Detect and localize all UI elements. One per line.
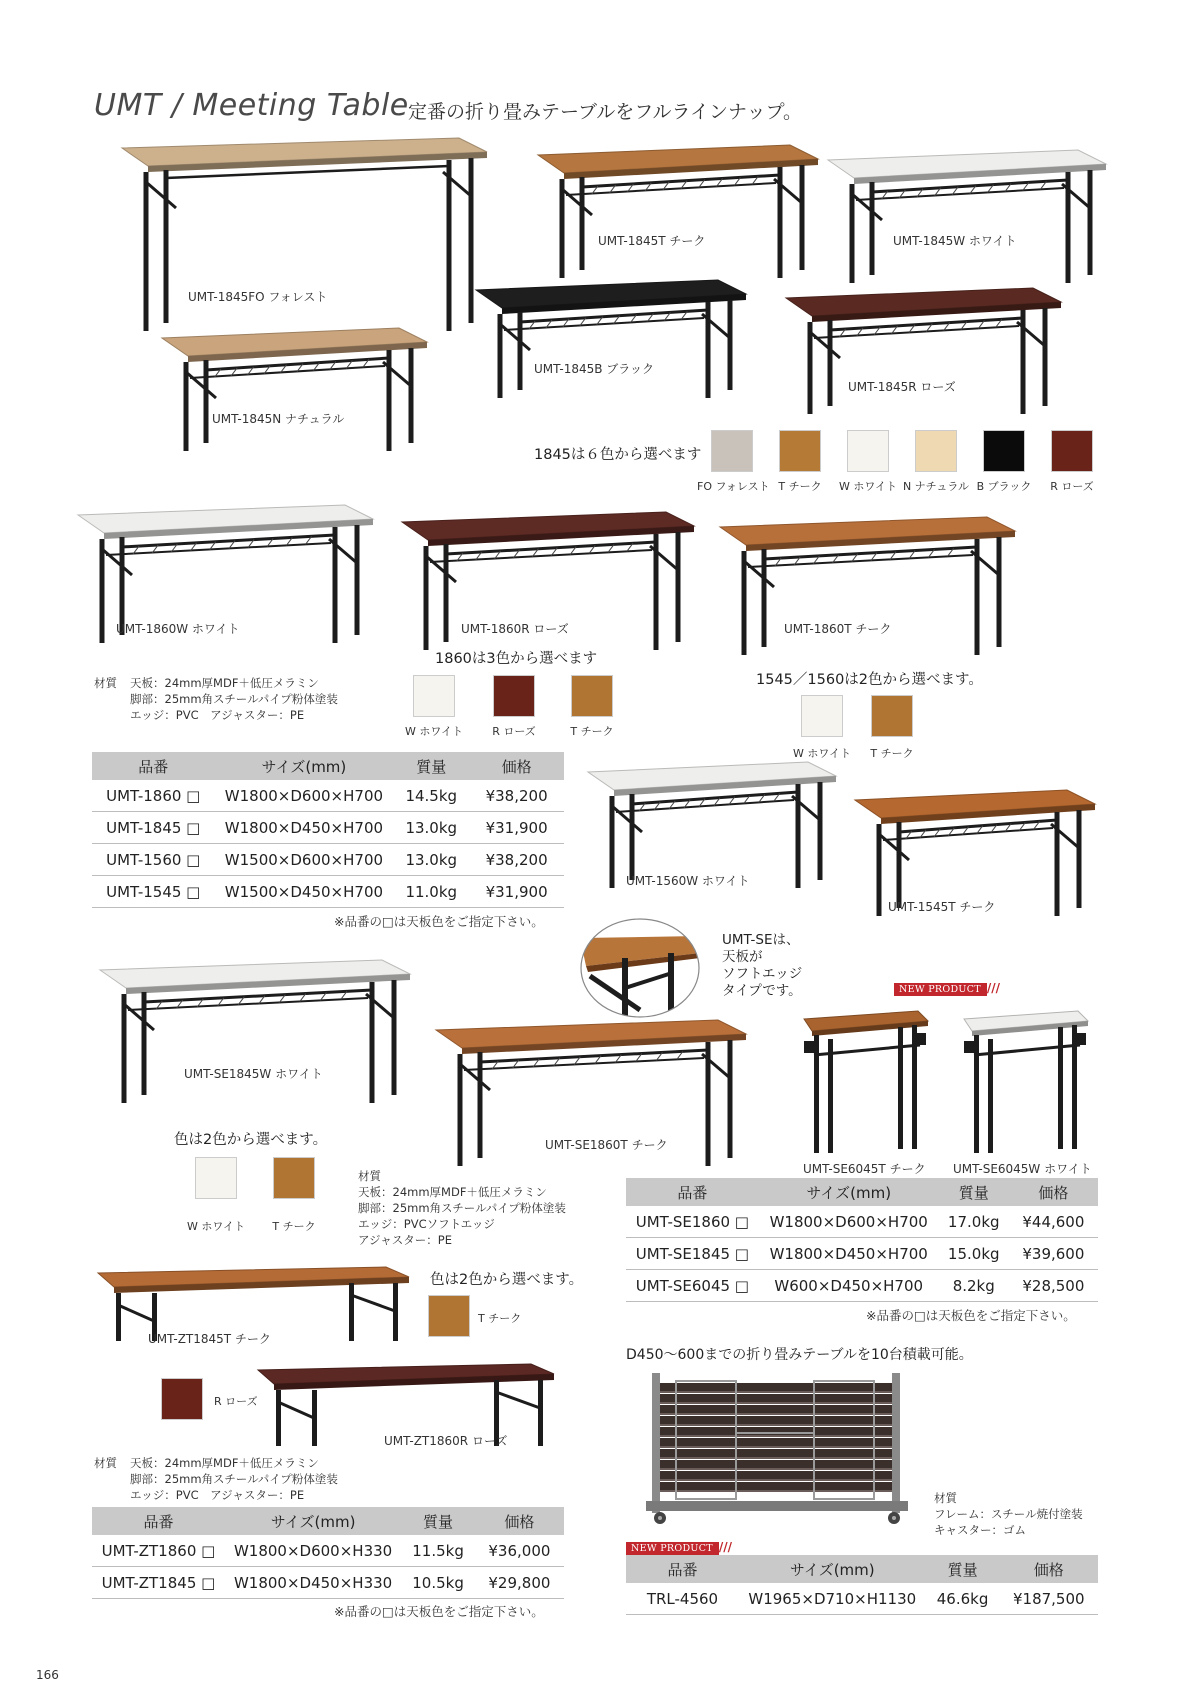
swatch-1545-teak: [871, 695, 913, 737]
caption-umt-1845fo: UMT-1845FO フォレスト: [188, 290, 328, 304]
table-cell: W1965×D710×H1130: [739, 1583, 926, 1615]
new-product-label: NEW PRODUCT: [626, 1542, 719, 1555]
table-cell: 15.0kg: [939, 1238, 1009, 1270]
table-cell: ¥29,800: [475, 1567, 564, 1599]
swatch-label-1845-rose: R ローズ: [1050, 480, 1094, 493]
table-row: [92, 1535, 564, 1567]
swatch-heading-1860: 1860は3色から選べます: [435, 651, 598, 667]
table-cell: W600×D450×H700: [759, 1270, 939, 1302]
caption-umt-1860r: UMT-1860R ローズ: [461, 622, 569, 636]
caption-umt-1560w: UMT-1560W ホワイト: [626, 874, 750, 888]
caption-umt-zt1860r: UMT-ZT1860R ローズ: [384, 1434, 508, 1448]
product-image-umt-1845w: [828, 150, 1106, 285]
table-cell: ¥31,900: [469, 812, 564, 844]
page-title: UMT / Meeting Table: [94, 88, 409, 123]
product-image-umt-1845r: [786, 288, 1061, 416]
new-product-badge: [894, 977, 1000, 996]
caption-umt-se1860t: UMT-SE1860T チーク: [545, 1138, 668, 1152]
table-cell: W1800×D450×H700: [215, 812, 394, 844]
table-cell: ¥38,200: [469, 780, 564, 812]
spec-note-umt: ※品番の□は天板色をご指定下さい。: [334, 914, 544, 929]
table-cell: W1800×D600×H700: [759, 1206, 939, 1238]
soft-edge-closeup-image: [580, 918, 700, 1018]
table-cell: ¥36,000: [475, 1535, 564, 1567]
caption-umt-1860t: UMT-1860T チーク: [784, 622, 892, 636]
table-cell: 17.0kg: [939, 1206, 1009, 1238]
column-header: 質量: [393, 752, 469, 780]
caption-umt-1845r: UMT-1845R ローズ: [848, 380, 956, 394]
swatch-heading-se: 色は2色から選べます。: [174, 1132, 328, 1148]
table-cell: UMT-SE6045 □: [626, 1270, 759, 1302]
table-cell: UMT-SE1845 □: [626, 1238, 759, 1270]
table-cell: 8.2kg: [939, 1270, 1009, 1302]
swatch-label-1845-black: B ブラック: [976, 480, 1032, 493]
swatch-1860-teak: [571, 675, 613, 717]
caption-umt-se6045w: UMT-SE6045W ホワイト: [953, 1162, 1092, 1176]
new-product-label: NEW PRODUCT: [894, 983, 987, 996]
material-line: 天板：24mm厚MDF＋低圧メラミン: [130, 676, 319, 690]
table-row: [626, 1270, 1098, 1302]
column-header: 価格: [1000, 1555, 1098, 1583]
spec-table-umt: [92, 752, 564, 908]
callout-line: ソフトエッジ: [722, 966, 803, 982]
column-header: サイズ(mm): [759, 1178, 939, 1206]
swatch-1845-white: [847, 430, 889, 472]
swatch-label-1845-teak: T チーク: [778, 480, 822, 493]
column-header: サイズ(mm): [215, 752, 394, 780]
material-line: エッジ：PVC アジャスター：PE: [130, 1488, 305, 1502]
swatch-zt-teak: [428, 1295, 470, 1337]
table-row: [626, 1583, 1098, 1615]
swatch-1860-rose: [493, 675, 535, 717]
table-row: [92, 780, 564, 812]
material-label-zt: 材質: [94, 1456, 117, 1470]
table-cell: W1800×D450×H330: [225, 1567, 401, 1599]
caption-umt-se6045t: UMT-SE6045T チーク: [803, 1162, 926, 1176]
table-cell: 11.5kg: [401, 1535, 475, 1567]
table-row: [92, 876, 564, 908]
swatch-1845-natural: [915, 430, 957, 472]
material-block-1: [130, 675, 338, 723]
table-cell: W1800×D450×H700: [759, 1238, 939, 1270]
trolley-material-block: [934, 1490, 1083, 1538]
table-row: [92, 844, 564, 876]
column-header: 価格: [469, 752, 564, 780]
table-row: [92, 1567, 564, 1599]
material-line: アジャスター：PE: [358, 1233, 453, 1247]
swatch-1845-teak: [779, 430, 821, 472]
caption-umt-1845n: UMT-1845N ナチュラル: [212, 412, 345, 426]
swatch-label-1860-white: W ホワイト: [404, 725, 464, 738]
column-header: サイズ(mm): [225, 1507, 401, 1535]
swatch-label-1845-white: W ホワイト: [838, 480, 898, 493]
swatch-1860-white: [413, 675, 455, 717]
material-line: 脚部：25mm角スチールパイプ粉体塗装: [130, 1472, 338, 1486]
column-header: 価格: [475, 1507, 564, 1535]
swatch-label-se-teak: T チーク: [272, 1220, 316, 1233]
caption-umt-1545t: UMT-1545T チーク: [888, 900, 996, 914]
swatch-label-zt-teak: T チーク: [478, 1312, 522, 1325]
column-header: 品番: [92, 752, 215, 780]
caption-umt-se1845w: UMT-SE1845W ホワイト: [184, 1067, 323, 1081]
trolley-heading: D450～600までの折り畳みテーブルを10台積載可能。: [626, 1347, 973, 1363]
product-image-umt-se1845w: [100, 960, 410, 1105]
swatch-zt-rose: [161, 1378, 203, 1420]
table-cell: ¥39,600: [1009, 1238, 1098, 1270]
material-line: 天板：24mm厚MDF＋低圧メラミン: [358, 1185, 547, 1199]
swatch-1845-rose: [1051, 430, 1093, 472]
product-image-umt-1845n: [162, 328, 427, 453]
table-cell: UMT-1545 □: [92, 876, 215, 908]
table-cell: 13.0kg: [393, 844, 469, 876]
caption-umt-1860w: UMT-1860W ホワイト: [116, 622, 240, 636]
swatch-1845-black: [983, 430, 1025, 472]
table-cell: W1800×D600×H330: [225, 1535, 401, 1567]
swatch-heading-1545: 1545／1560は2色から選べます。: [756, 672, 983, 688]
spec-table-umt-se: [626, 1178, 1098, 1302]
table-cell: UMT-1560 □: [92, 844, 215, 876]
material-line: エッジ：PVC アジャスター：PE: [130, 708, 305, 722]
material-line: フレーム：スチール焼付塗装: [934, 1507, 1083, 1521]
table-cell: W1500×D450×H700: [215, 876, 394, 908]
column-header: 質量: [926, 1555, 1000, 1583]
table-row: [626, 1206, 1098, 1238]
swatch-label-1545-teak: T チーク: [870, 747, 914, 760]
callout-line: UMT-SEは、: [722, 932, 800, 948]
table-cell: ¥28,500: [1009, 1270, 1098, 1302]
product-image-umt-se6045t: [800, 1005, 930, 1155]
swatch-1545-white: [801, 695, 843, 737]
column-header: サイズ(mm): [739, 1555, 926, 1583]
swatch-label-1860-teak: T チーク: [570, 725, 614, 738]
material-line: 材質: [934, 1491, 957, 1505]
product-image-umt-1845t: [538, 145, 818, 280]
swatch-label-1845-natural: N ナチュラル: [902, 480, 970, 493]
table-cell: 10.5kg: [401, 1567, 475, 1599]
material-block-zt: [130, 1455, 338, 1503]
table-cell: UMT-SE1860 □: [626, 1206, 759, 1238]
table-row: [92, 812, 564, 844]
callout-line: タイプです。: [722, 983, 802, 999]
badge-slashes-icon: ///: [718, 1540, 733, 1554]
swatch-heading-1845: 1845は６色から選べます: [534, 447, 702, 463]
swatch-label-se-white: W ホワイト: [186, 1220, 246, 1233]
material-label-1: 材質: [94, 676, 117, 690]
new-product-badge-trolley: [626, 1536, 732, 1555]
material-line: 天板：24mm厚MDF＋低圧メラミン: [130, 1456, 319, 1470]
product-image-umt-1845b: [476, 280, 746, 400]
table-cell: ¥44,600: [1009, 1206, 1098, 1238]
page-subtitle: 定番の折り畳みテーブルをフルラインナップ。: [408, 101, 803, 123]
swatch-se-white: [195, 1157, 237, 1199]
spec-table-umt-zt: [92, 1507, 564, 1599]
table-cell: ¥38,200: [469, 844, 564, 876]
swatch-label-1845-forest: FO フォレスト: [697, 480, 770, 493]
material-line: 脚部：25mm角スチールパイプ粉体塗装: [358, 1201, 566, 1215]
table-cell: 46.6kg: [926, 1583, 1000, 1615]
table-cell: UMT-ZT1860 □: [92, 1535, 225, 1567]
column-header: 質量: [939, 1178, 1009, 1206]
product-image-umt-1560w: [588, 762, 836, 890]
swatch-se-teak: [273, 1157, 315, 1199]
trolley-image: [646, 1373, 916, 1528]
table-cell: W1800×D600×H700: [215, 780, 394, 812]
material-line: キャスター：ゴム: [934, 1523, 1026, 1537]
table-cell: 14.5kg: [393, 780, 469, 812]
table-cell: UMT-1845 □: [92, 812, 215, 844]
swatch-label-1545-white: W ホワイト: [792, 747, 852, 760]
spec-note-umt-zt: ※品番の□は天板色をご指定下さい。: [334, 1604, 544, 1619]
table-cell: UMT-1860 □: [92, 780, 215, 812]
swatch-label-zt-rose: R ローズ: [214, 1395, 258, 1408]
table-cell: TRL-4560: [626, 1583, 739, 1615]
caption-umt-1845w: UMT-1845W ホワイト: [893, 234, 1017, 248]
table-cell: 11.0kg: [393, 876, 469, 908]
column-header: 品番: [92, 1507, 225, 1535]
material-block-se: [358, 1168, 566, 1248]
column-header: 質量: [401, 1507, 475, 1535]
soft-edge-callout: [722, 932, 802, 1000]
table-cell: ¥31,900: [469, 876, 564, 908]
column-header: 品番: [626, 1178, 759, 1206]
material-line: 脚部：25mm角スチールパイプ粉体塗装: [130, 692, 338, 706]
product-image-umt-se6045w: [960, 1005, 1090, 1155]
spec-note-umt-se: ※品番の□は天板色をご指定下さい。: [866, 1308, 1076, 1323]
caption-umt-zt1845t: UMT-ZT1845T チーク: [148, 1332, 271, 1346]
swatch-1845-forest: [711, 430, 753, 472]
caption-umt-1845b: UMT-1845B ブラック: [534, 362, 655, 376]
table-cell: W1500×D600×H700: [215, 844, 394, 876]
table-cell: 13.0kg: [393, 812, 469, 844]
swatch-label-1860-rose: R ローズ: [492, 725, 536, 738]
table-row: [626, 1238, 1098, 1270]
badge-slashes-icon: ///: [986, 981, 1001, 995]
column-header: 価格: [1009, 1178, 1098, 1206]
swatch-heading-zt: 色は2色から選べます。: [430, 1272, 584, 1288]
table-cell: UMT-ZT1845 □: [92, 1567, 225, 1599]
material-line: エッジ：PVCソフトエッジ: [358, 1217, 495, 1231]
caption-umt-1845t: UMT-1845T チーク: [598, 234, 706, 248]
material-label: 材質: [358, 1169, 381, 1183]
page-number: 166: [36, 1668, 59, 1682]
callout-line: 天板が: [722, 949, 763, 965]
spec-table-trl: [626, 1555, 1098, 1615]
column-header: 品番: [626, 1555, 739, 1583]
table-cell: ¥187,500: [1000, 1583, 1098, 1615]
